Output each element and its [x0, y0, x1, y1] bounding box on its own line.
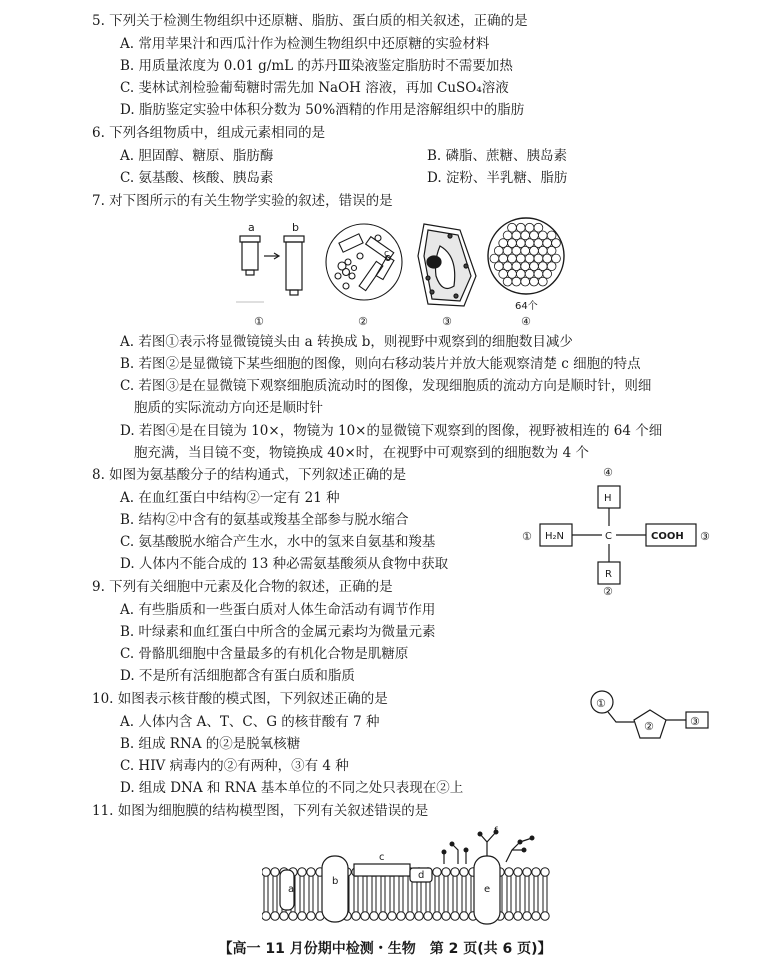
cell-circle: [525, 223, 534, 232]
q10-option-d: D. 组成 DNA 和 RNA 基本单位的不同之处只表现在②上: [120, 780, 464, 796]
phospholipid-head: [361, 912, 369, 920]
q5-option-c: C. 斐林试剂检验葡萄糖时需先加 NaOH 溶液，再加 CuSO₄溶液: [120, 80, 509, 96]
protein-c: [354, 864, 410, 876]
cell-circle: [490, 254, 499, 263]
phospholipid-head: [532, 912, 540, 920]
phospholipid-head: [442, 912, 450, 920]
q5-stem: 5. 下列关于检测生物组织中还原糖、脂肪、蛋白质的相关叙述，正确的是: [92, 13, 528, 29]
q8-option-a: A. 在血红蛋白中结构②一定有 21 种: [120, 490, 340, 506]
q5-option-b: B. 用质量浓度为 0.01 g/mL 的苏丹Ⅲ染液鉴定脂肪时不需要加热: [120, 58, 513, 74]
q9-stem: 9. 下列有关细胞中元素及化合物的叙述，正确的是: [92, 579, 393, 595]
phospholipid-head: [262, 868, 270, 876]
phospholipid-head: [370, 912, 378, 920]
q7-option-c-line1: C. 若图③是在显微镜下观察细胞质流动时的图像，发现细胞质的流动方向是顺时针，则细: [120, 378, 652, 394]
cell-circle: [508, 254, 517, 263]
cell-circle: [534, 223, 543, 232]
q6-option-d: D. 淀粉、半乳糖、脂肪: [427, 170, 568, 186]
phospholipid-head: [388, 912, 396, 920]
q6-stem: 6. 下列各组物质中，组成元素相同的是: [92, 125, 326, 141]
cell-circle: [512, 262, 521, 271]
phospholipid-head: [307, 868, 315, 876]
phospholipid-head: [541, 912, 549, 920]
cell-circle: [521, 231, 530, 240]
cell-membrane-model-figure: [262, 820, 557, 932]
phospholipid-head: [406, 912, 414, 920]
carboxyl-group: COOH: [651, 531, 684, 542]
phospholipid-head: [433, 912, 441, 920]
cell-circle: [530, 277, 539, 286]
q5-option-a: A. 常用苹果汁和西瓜汁作为检测生物组织中还原糖的实验材料: [120, 36, 490, 52]
phospholipid-head: [460, 912, 468, 920]
q7-option-a: A. 若图①表示将显微镜镜头由 a 转换成 b，则视野中观察到的细胞数目减少: [120, 334, 573, 350]
cell-circle: [530, 231, 539, 240]
phospholipid-head: [424, 912, 432, 920]
label-2: ②: [603, 585, 613, 596]
cell-circle: [547, 262, 556, 271]
q7-option-d-line1: D. 若图④是在目镜为 10×，物镜为 10×的显微镜下观察到的图像，视野被相连的 64 个细: [120, 423, 663, 439]
cell-circle: [494, 246, 503, 255]
q7-stem: 7. 对下图所示的有关生物学实验的叙述，错误的是: [92, 193, 393, 209]
phospholipid-head: [271, 912, 279, 920]
q9-option-b: B. 叶绿素和血红蛋白中所含的金属元素均为微量元素: [120, 624, 436, 640]
label-c: c: [379, 852, 385, 863]
phospholipid-head: [289, 912, 297, 920]
phospholipid-head: [442, 868, 450, 876]
cell-circle: [503, 277, 512, 286]
phospholipid-head: [298, 868, 306, 876]
cell-circle: [508, 239, 517, 248]
cell-circle: [512, 231, 521, 240]
objective-lens-figure: [236, 221, 304, 328]
cell-circle: [503, 246, 512, 255]
cell-circle: [543, 270, 552, 279]
q6-option-b: B. 磷脂、蔗糖、胰岛素: [427, 148, 568, 164]
phospholipid-head: [352, 912, 360, 920]
cell-circle: [534, 270, 543, 279]
cell-circle: [516, 223, 525, 232]
cell-circle: [521, 246, 530, 255]
cell-count-label: 64个: [515, 301, 538, 312]
cell-circle: [512, 246, 521, 255]
figure-number-1: ①: [254, 315, 264, 328]
cell-circle: [525, 239, 534, 248]
label-b: b: [292, 221, 299, 234]
label-1: ①: [596, 697, 606, 710]
amino-group: H₂N: [545, 531, 565, 542]
cell-circle: [508, 270, 517, 279]
cell-circle: [516, 239, 525, 248]
q11-stem: 11. 如图为细胞膜的结构模型图，下列有关叙述错误的是: [92, 803, 429, 819]
cell-circle: [538, 231, 547, 240]
cell-circle: [534, 239, 543, 248]
q6-option-c: C. 氨基酸、核酸、胰岛素: [120, 170, 274, 186]
q8-option-b: B. 结构②中含有的氨基或羧基全部参与脱水缩合: [120, 512, 409, 528]
label-b: b: [332, 876, 339, 887]
r-group: R: [605, 569, 612, 580]
cell-circle: [503, 231, 512, 240]
label-4: ④: [603, 466, 613, 479]
page-footer: 【高一 11 月份期中检测・生物 第 2 页(共 6 页)】: [218, 941, 552, 957]
cell-circle: [499, 270, 508, 279]
q8-option-d: D. 人体内不能合成的 13 种必需氨基酸须从食物中获取: [120, 556, 449, 572]
q10-option-b: B. 组成 RNA 的②是脱氧核糖: [120, 736, 301, 752]
label-c: c: [384, 249, 389, 259]
cell-circle: [499, 239, 508, 248]
q10-option-a: A. 人体内含 A、T、C、G 的核苷酸有 7 种: [120, 714, 380, 730]
q7-figure: [228, 216, 573, 328]
alpha-carbon: C: [605, 531, 612, 542]
figure-number-3: ③: [442, 315, 452, 328]
label-a: a: [288, 884, 295, 895]
q9-option-a: A. 有些脂质和一些蛋白质对人体生命活动有调节作用: [120, 602, 436, 618]
phospholipid-head: [451, 868, 459, 876]
phospholipid-head: [379, 912, 387, 920]
cell-circle: [508, 223, 517, 232]
nucleotide-model-figure: [586, 688, 716, 750]
cell-circle: [543, 254, 552, 263]
protein-b: [322, 856, 348, 922]
amino-acid-structure-figure: [520, 464, 720, 596]
cell-circle: [516, 254, 525, 263]
phospholipid-head: [505, 868, 513, 876]
cell-circle: [512, 277, 521, 286]
label-3: ③: [690, 715, 700, 728]
cell-circle: [534, 254, 543, 263]
cell-circle: [521, 262, 530, 271]
cell-circle: [499, 254, 508, 263]
cell-circle: [552, 239, 561, 248]
figure-number-4: ④: [521, 315, 531, 328]
phospholipid-head: [271, 868, 279, 876]
q10-option-c: C. HIV 病毒内的②有两种，③有 4 种: [120, 758, 349, 774]
q7-option-b: B. 若图②是显微镜下某些细胞的图像，则向右移动装片并放大能观察清楚 c 细胞的特点: [120, 356, 641, 372]
label-2: ②: [644, 720, 654, 733]
phospholipid-head: [514, 868, 522, 876]
label-1: ①: [522, 530, 532, 543]
label-e: e: [484, 884, 491, 895]
cell-circle: [543, 239, 552, 248]
cell-circle: [552, 254, 561, 263]
microscope-field-figure: [326, 224, 402, 328]
phospholipid-head: [505, 912, 513, 920]
plant-cell-figure: [418, 224, 476, 328]
phospholipid-head: [307, 912, 315, 920]
phospholipid-head: [532, 868, 540, 876]
cell-circle: [538, 246, 547, 255]
phospholipid-head: [523, 868, 531, 876]
cell-circle: [521, 277, 530, 286]
phospholipid-head: [262, 912, 270, 920]
phospholipid-head: [433, 868, 441, 876]
q7-option-c-line2: 胞质的实际流动方向还是顺时针: [134, 400, 323, 416]
phospholipid-head: [280, 912, 288, 920]
label-a: a: [248, 221, 255, 234]
label-d: d: [418, 870, 425, 881]
q6-option-a: A. 胆固醇、糖原、脂肪酶: [120, 148, 274, 164]
q7-option-d-line2: 胞充满，当目镜不变，物镜换成 40×时，在视野中可观察到的细胞数为 4 个: [134, 445, 589, 461]
phospholipid-head: [541, 868, 549, 876]
phospholipid-head: [460, 868, 468, 876]
q10-stem: 10. 如图表示核苷酸的模式图，下列叙述正确的是: [92, 691, 388, 707]
q5-option-d: D. 脂肪鉴定实验中体积分数为 50%酒精的作用是溶解组织中的脂肪: [120, 102, 525, 118]
sugar-dots: [442, 830, 535, 855]
q8-stem: 8. 如图为氨基酸分子的结构通式，下列叙述正确的是: [92, 467, 407, 483]
cell-circle: [547, 231, 556, 240]
label-3: ③: [700, 530, 710, 543]
figure-number-2: ②: [358, 315, 368, 328]
q9-option-d: D. 不是所有活细胞都含有蛋白质和脂质: [120, 668, 355, 684]
cell-circle: [530, 262, 539, 271]
phospholipid-head: [397, 912, 405, 920]
h-atom: H: [604, 493, 612, 504]
cell-circle: [525, 270, 534, 279]
phospholipid-head: [415, 912, 423, 920]
cell-circle: [530, 246, 539, 255]
cell-circle: [494, 262, 503, 271]
phospholipid-head: [514, 912, 522, 920]
cell-field-64-figure: [488, 218, 564, 328]
phospholipid-head: [298, 912, 306, 920]
q9-option-c: C. 骨骼肌细胞中含量最多的有机化合物是肌糖原: [120, 646, 409, 662]
cell-circle: [538, 277, 547, 286]
cell-circle: [503, 262, 512, 271]
cell-circle: [547, 246, 556, 255]
cell-circle: [525, 254, 534, 263]
cell-circle: [516, 270, 525, 279]
phospholipid-head: [451, 912, 459, 920]
q8-option-c: C. 氨基酸脱水缩合产生水，水中的氢来自氨基和羧基: [120, 534, 436, 550]
cell-circle: [538, 262, 547, 271]
phospholipid-head: [523, 912, 531, 920]
label-f: f: [494, 826, 498, 837]
